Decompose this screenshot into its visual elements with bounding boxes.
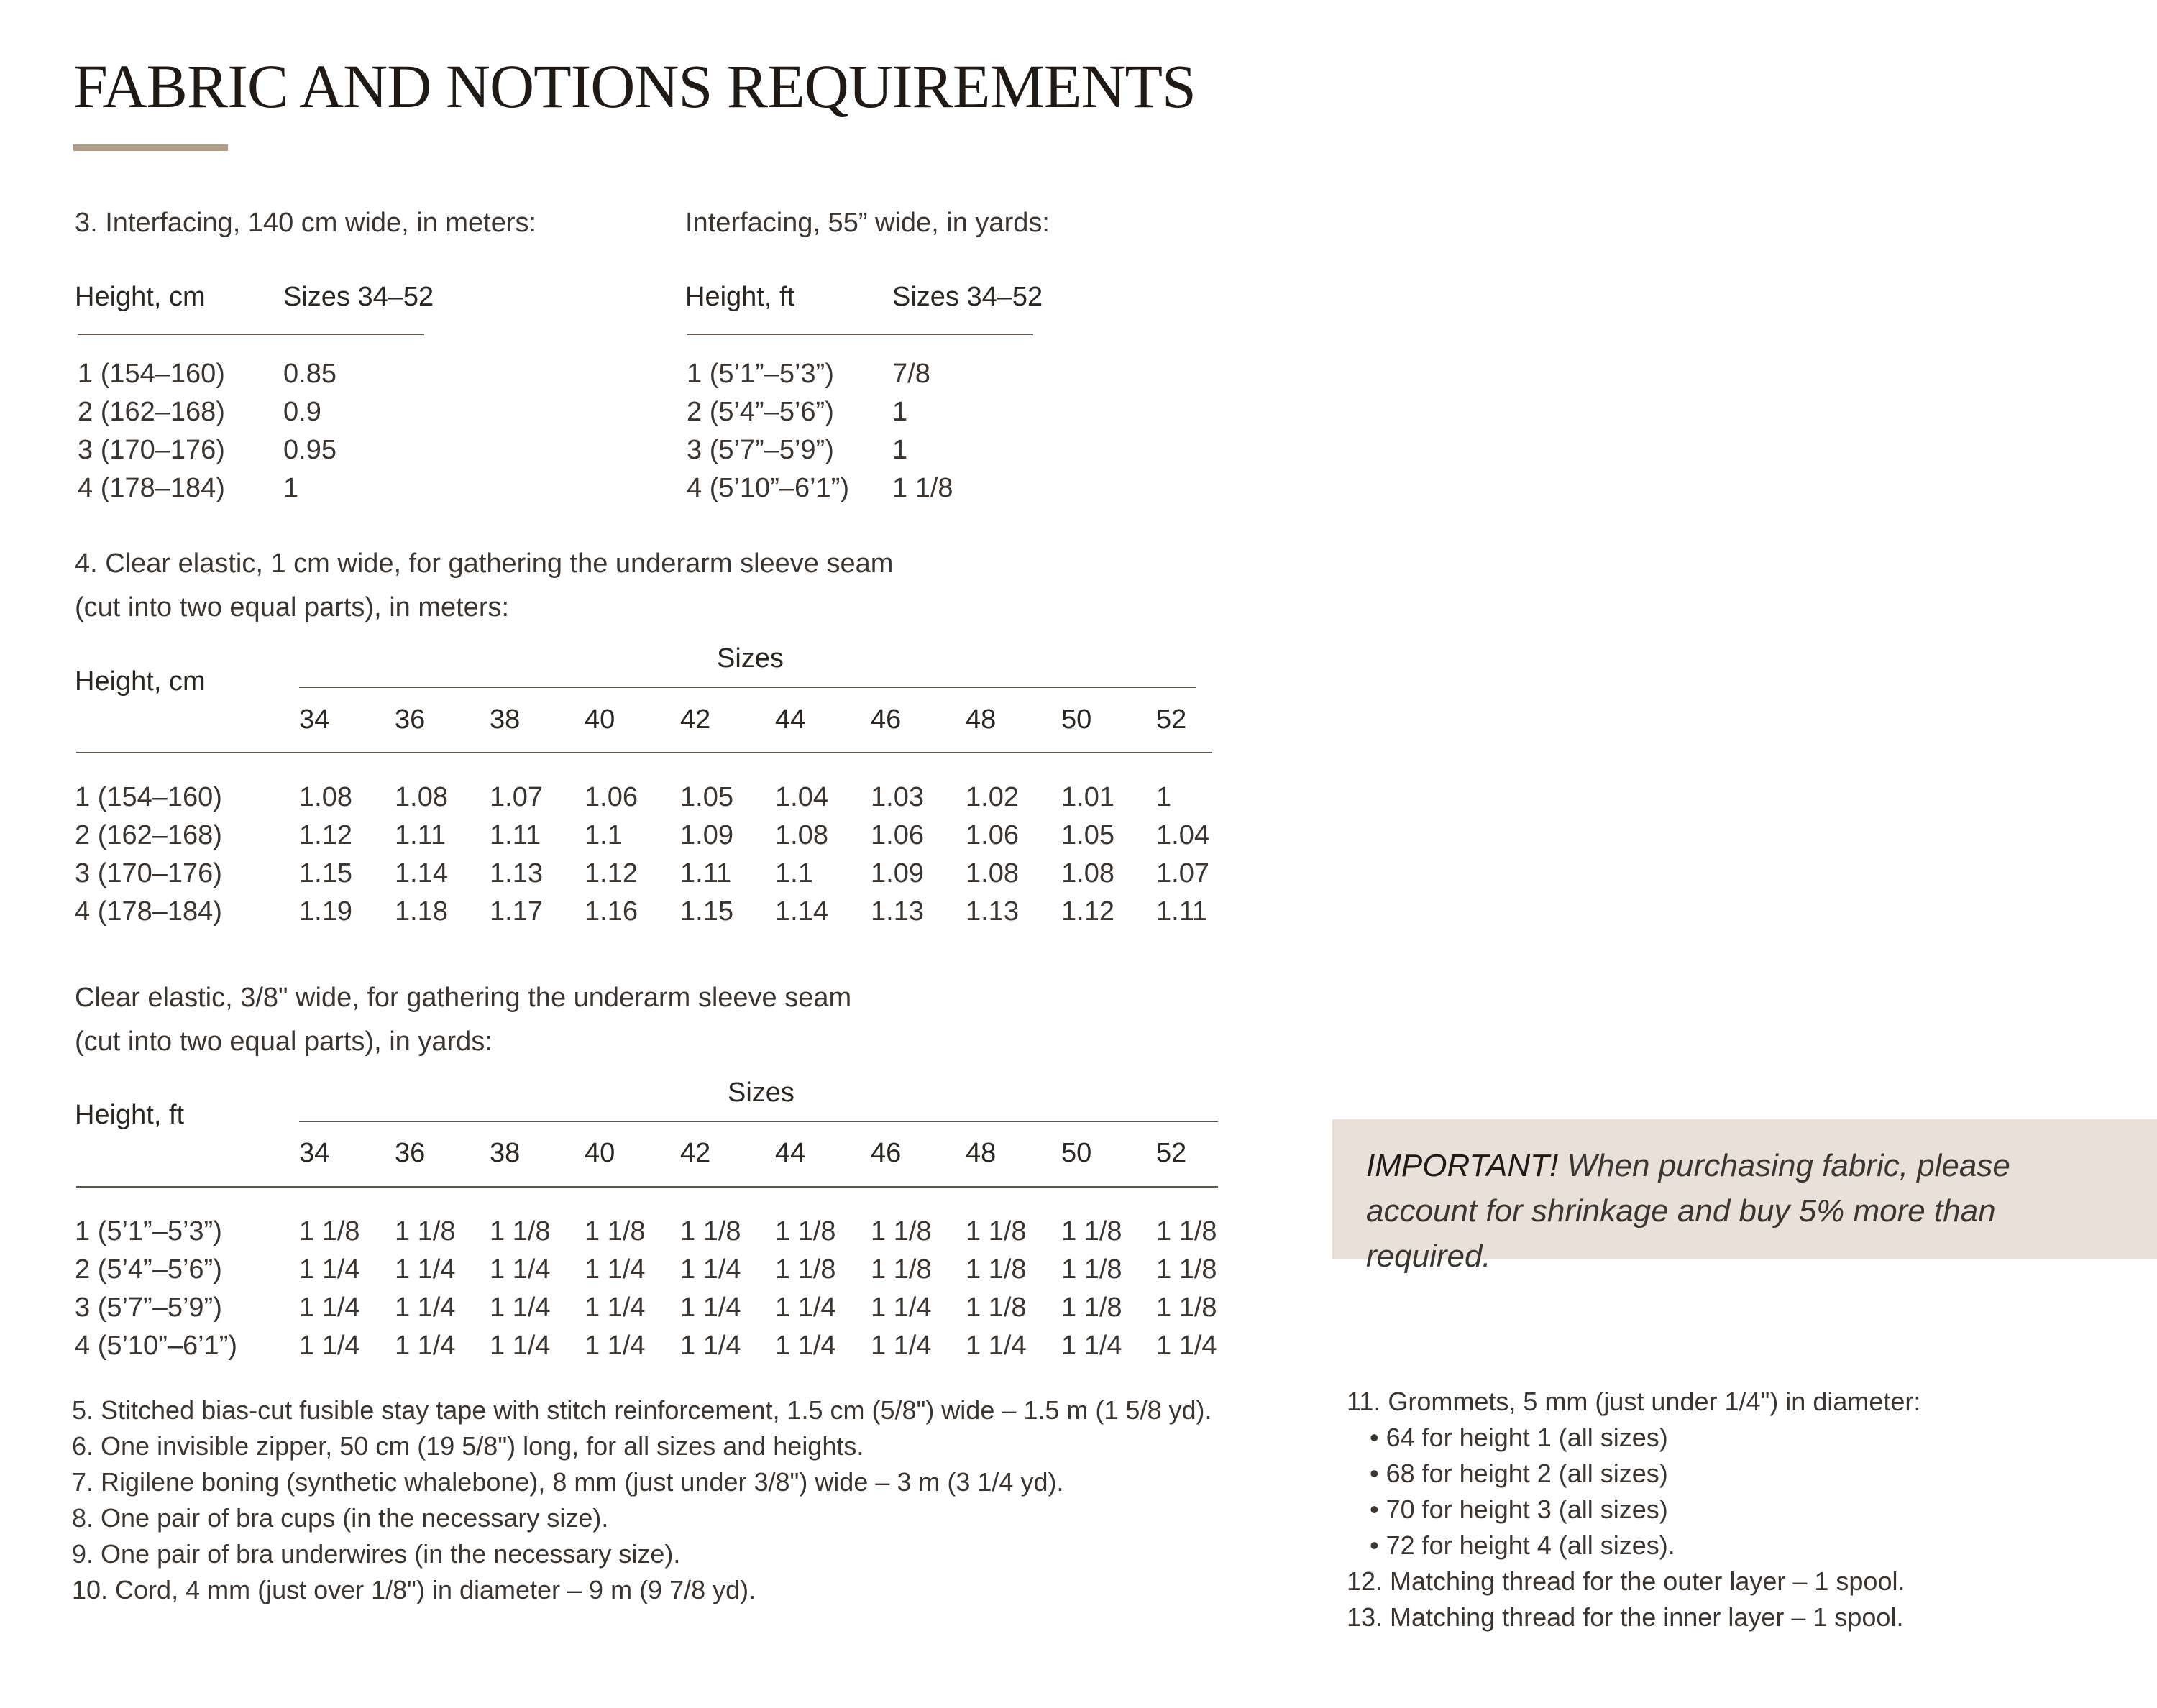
- table-cell: 1.11: [490, 820, 541, 850]
- table-cell: 1.06: [871, 820, 924, 850]
- table-cell: 1.16: [585, 896, 638, 927]
- table-cell: 1.15: [299, 858, 352, 889]
- table-cell: 1 1/8: [680, 1216, 741, 1246]
- table-cell: 1.05: [1061, 820, 1114, 850]
- items-list-left: [72, 1392, 1212, 1608]
- table-cell: 1 1/4: [680, 1254, 741, 1285]
- size-column-header: 50: [1061, 1138, 1092, 1168]
- table-cell: 1 1/8: [871, 1216, 932, 1246]
- table-cell: 1 1/4: [299, 1293, 360, 1323]
- table-cell: 1 1/8: [775, 1216, 836, 1246]
- table-row-height: 1 (154–160): [75, 782, 222, 812]
- table-cell: 1.06: [966, 820, 1019, 850]
- table-row-height: 1 (5’1”–5’3”): [75, 1216, 222, 1246]
- table-cell: 1.07: [490, 782, 543, 812]
- elastic-metric-caption-line1: 4. Clear elastic, 1 cm wide, for gathering the underarm sleeve seam: [75, 548, 894, 579]
- size-column-header: 52: [1156, 704, 1187, 735]
- table-cell: 1 1/4: [299, 1331, 360, 1361]
- list-item: 13. Matching thread for the inner layer – 1 spool.: [1347, 1602, 1904, 1632]
- interfacing-metric-caption: 3. Interfacing, 140 cm wide, in meters:: [75, 208, 537, 238]
- elastic-metric-group-rule: [299, 687, 1196, 688]
- table-row-height: 3 (170–176): [78, 435, 225, 465]
- interfacing-imperial-header-rule: [687, 334, 1033, 335]
- table-cell: 1 1/4: [871, 1293, 932, 1323]
- table-cell: 1.08: [299, 782, 352, 812]
- table-row-height: 2 (5’4”–5’6”): [75, 1254, 222, 1285]
- table-cell: 1.13: [490, 858, 543, 889]
- table-cell: 1.17: [490, 896, 543, 927]
- size-column-header: 36: [395, 1138, 426, 1168]
- table-row-value: 0.85: [283, 359, 336, 389]
- table-row-value: 1: [892, 435, 908, 465]
- size-column-header: 42: [680, 1138, 711, 1168]
- table-cell: 1 1/4: [871, 1331, 932, 1361]
- table-cell: 1 1/8: [1061, 1293, 1122, 1323]
- list-subitem: • 68 for height 2 (all sizes): [1370, 1459, 1668, 1488]
- table-row-height: 1 (154–160): [78, 359, 225, 389]
- elastic-imperial-sizes-group-header: Sizes: [728, 1078, 794, 1108]
- size-column-header: 44: [775, 704, 806, 735]
- elastic-imperial-caption-line2: (cut into two equal parts), in yards:: [75, 1027, 493, 1057]
- table-cell: 1 1/8: [871, 1254, 932, 1285]
- elastic-metric-sizes-group-header: Sizes: [717, 643, 784, 674]
- table-cell: 1 1/4: [395, 1293, 456, 1323]
- table-row-height: 3 (5’7”–5’9”): [75, 1293, 222, 1323]
- table-cell: 1 1/8: [1061, 1216, 1122, 1246]
- size-column-header: 52: [1156, 1138, 1187, 1168]
- table-row-height: 4 (5’10”–6’1”): [75, 1331, 237, 1361]
- list-item: 11. Grommets, 5 mm (just under 1/4") in diameter:: [1347, 1387, 1921, 1416]
- list-item: 9. One pair of bra underwires (in the necessary size).: [72, 1539, 681, 1569]
- table-cell: 1.13: [871, 896, 924, 927]
- table-row-value: 1: [892, 397, 908, 427]
- table-cell: 1 1/8: [1156, 1216, 1217, 1246]
- interfacing-imperial-sizes-header: Sizes 34–52: [892, 282, 1043, 312]
- table-cell: 1.19: [299, 896, 352, 927]
- table-cell: 1.04: [1156, 820, 1209, 850]
- table-cell: 1.1: [585, 820, 623, 850]
- table-cell: 1.12: [1061, 896, 1114, 927]
- elastic-imperial-caption-line1: Clear elastic, 3/8" wide, for gathering the underarm sleeve seam: [75, 983, 852, 1013]
- table-cell: 1 1/4: [490, 1254, 551, 1285]
- table-cell: 1.11: [680, 858, 732, 889]
- table-cell: 1 1/4: [680, 1331, 741, 1361]
- size-column-header: 34: [299, 704, 330, 735]
- elastic-imperial-group-rule: [299, 1121, 1218, 1122]
- table-cell: 1 1/8: [1061, 1254, 1122, 1285]
- table-cell: 1.09: [680, 820, 733, 850]
- list-item: 5. Stitched bias-cut fusible stay tape with stitch reinforcement, 1.5 cm (5/8") wide – 1.5 m (1 5/8 yd).: [72, 1395, 1212, 1425]
- elastic-metric-header-rule: [76, 752, 1212, 753]
- table-cell: 1.12: [299, 820, 352, 850]
- list-item: 7. Rigilene boning (synthetic whalebone), 8 mm (just under 3/8") wide – 3 m (3 1/4 yd).: [72, 1467, 1064, 1497]
- table-row-value: 1 1/8: [892, 473, 953, 503]
- table-row-height: 3 (5’7”–5’9”): [687, 435, 834, 465]
- table-cell: 1.18: [395, 896, 448, 927]
- table-row-value: 0.9: [283, 397, 321, 427]
- table-cell: 1.08: [966, 858, 1019, 889]
- elastic-imperial-height-header: Height, ft: [75, 1100, 185, 1130]
- table-row-height: 2 (162–168): [78, 397, 225, 427]
- table-cell: 1.02: [966, 782, 1019, 812]
- table-cell: 1 1/8: [966, 1216, 1027, 1246]
- table-cell: 1 1/8: [395, 1216, 456, 1246]
- size-column-header: 42: [680, 704, 711, 735]
- important-note: [1366, 1143, 2128, 1279]
- list-item: 8. One pair of bra cups (in the necessary size).: [72, 1503, 609, 1533]
- list-item: 10. Cord, 4 mm (just over 1/8") in diameter – 9 m (9 7/8 yd).: [72, 1575, 756, 1604]
- table-cell: 1 1/4: [1156, 1331, 1217, 1361]
- list-subitem: • 64 for height 1 (all sizes): [1370, 1423, 1668, 1452]
- table-cell: 1 1/4: [585, 1293, 646, 1323]
- table-cell: 1.07: [1156, 858, 1209, 889]
- size-column-header: 38: [490, 704, 521, 735]
- table-cell: 1.09: [871, 858, 924, 889]
- table-cell: 1 1/4: [299, 1254, 360, 1285]
- interfacing-imperial-caption: Interfacing, 55” wide, in yards:: [685, 208, 1050, 238]
- interfacing-metric-sizes-header: Sizes 34–52: [283, 282, 434, 312]
- table-row-height: 4 (178–184): [75, 896, 222, 927]
- size-column-header: 46: [871, 704, 902, 735]
- size-column-header: 40: [585, 704, 615, 735]
- elastic-metric-height-header: Height, cm: [75, 666, 206, 697]
- table-row-height: 4 (178–184): [78, 473, 225, 503]
- table-row-height: 3 (170–176): [75, 858, 222, 889]
- table-cell: 1.1: [775, 858, 813, 889]
- table-cell: 1.11: [1156, 896, 1208, 927]
- list-subitem: • 70 for height 3 (all sizes): [1370, 1494, 1668, 1524]
- page-title: FABRIC AND NOTIONS REQUIREMENTS: [73, 52, 1196, 121]
- table-cell: 1 1/8: [775, 1254, 836, 1285]
- elastic-imperial-header-rule: [76, 1186, 1218, 1188]
- table-cell: 1 1/8: [966, 1293, 1027, 1323]
- table-row-height: 2 (162–168): [75, 820, 222, 850]
- interfacing-imperial-height-header: Height, ft: [685, 282, 795, 312]
- list-item: 6. One invisible zipper, 50 cm (19 5/8") long, for all sizes and heights.: [72, 1431, 864, 1461]
- table-cell: 1 1/8: [966, 1254, 1027, 1285]
- size-column-header: 44: [775, 1138, 806, 1168]
- table-cell: 1 1/4: [585, 1254, 646, 1285]
- important-text: When purchasing fabric, please account for shrinkage and buy 5% more than required.: [1366, 1148, 2010, 1274]
- table-cell: 1.15: [680, 896, 733, 927]
- table-row-height: 1 (5’1”–5’3”): [687, 359, 834, 389]
- important-label: IMPORTANT!: [1366, 1148, 1559, 1183]
- size-column-header: 48: [966, 704, 997, 735]
- table-cell: 1 1/4: [395, 1331, 456, 1361]
- table-cell: 1.01: [1061, 782, 1114, 812]
- table-cell: 1.12: [585, 858, 638, 889]
- table-cell: 1 1/4: [775, 1293, 836, 1323]
- table-cell: 1 1/8: [490, 1216, 551, 1246]
- table-row-value: 0.95: [283, 435, 336, 465]
- table-cell: 1.14: [775, 896, 828, 927]
- table-cell: 1 1/8: [299, 1216, 360, 1246]
- table-cell: 1 1/4: [966, 1331, 1027, 1361]
- table-cell: 1 1/8: [1156, 1293, 1217, 1323]
- table-cell: 1 1/8: [585, 1216, 646, 1246]
- table-cell: 1 1/4: [680, 1293, 741, 1323]
- table-cell: 1 1/4: [395, 1254, 456, 1285]
- table-row-height: 4 (5’10”–6’1”): [687, 473, 849, 503]
- list-item: 12. Matching thread for the outer layer – 1 spool.: [1347, 1566, 1905, 1596]
- elastic-metric-caption-line2: (cut into two equal parts), in meters:: [75, 592, 510, 623]
- items-list-right: [1347, 1384, 1920, 1635]
- table-cell: 1.06: [585, 782, 638, 812]
- table-row-height: 2 (5’4”–5’6”): [687, 397, 834, 427]
- table-row-value: 7/8: [892, 359, 930, 389]
- title-underline: [73, 144, 228, 151]
- table-cell: 1 1/4: [490, 1331, 551, 1361]
- table-cell: 1 1/8: [1156, 1254, 1217, 1285]
- table-cell: 1 1/4: [585, 1331, 646, 1361]
- interfacing-metric-header-rule: [78, 334, 424, 335]
- table-cell: 1.03: [871, 782, 924, 812]
- table-cell: 1 1/4: [490, 1293, 551, 1323]
- table-cell: 1: [1156, 782, 1172, 812]
- table-row-value: 1: [283, 473, 299, 503]
- table-cell: 1.11: [395, 820, 446, 850]
- interfacing-metric-height-header: Height, cm: [75, 282, 206, 312]
- table-cell: 1 1/4: [1061, 1331, 1122, 1361]
- size-column-header: 38: [490, 1138, 521, 1168]
- table-cell: 1 1/4: [775, 1331, 836, 1361]
- list-subitem: • 72 for height 4 (all sizes).: [1370, 1530, 1675, 1560]
- size-column-header: 46: [871, 1138, 902, 1168]
- table-cell: 1.05: [680, 782, 733, 812]
- table-cell: 1.14: [395, 858, 448, 889]
- size-column-header: 48: [966, 1138, 997, 1168]
- table-cell: 1.13: [966, 896, 1019, 927]
- table-cell: 1.08: [1061, 858, 1114, 889]
- size-column-header: 36: [395, 704, 426, 735]
- size-column-header: 50: [1061, 704, 1092, 735]
- table-cell: 1.08: [395, 782, 448, 812]
- size-column-header: 40: [585, 1138, 615, 1168]
- size-column-header: 34: [299, 1138, 330, 1168]
- table-cell: 1.08: [775, 820, 828, 850]
- table-cell: 1.04: [775, 782, 828, 812]
